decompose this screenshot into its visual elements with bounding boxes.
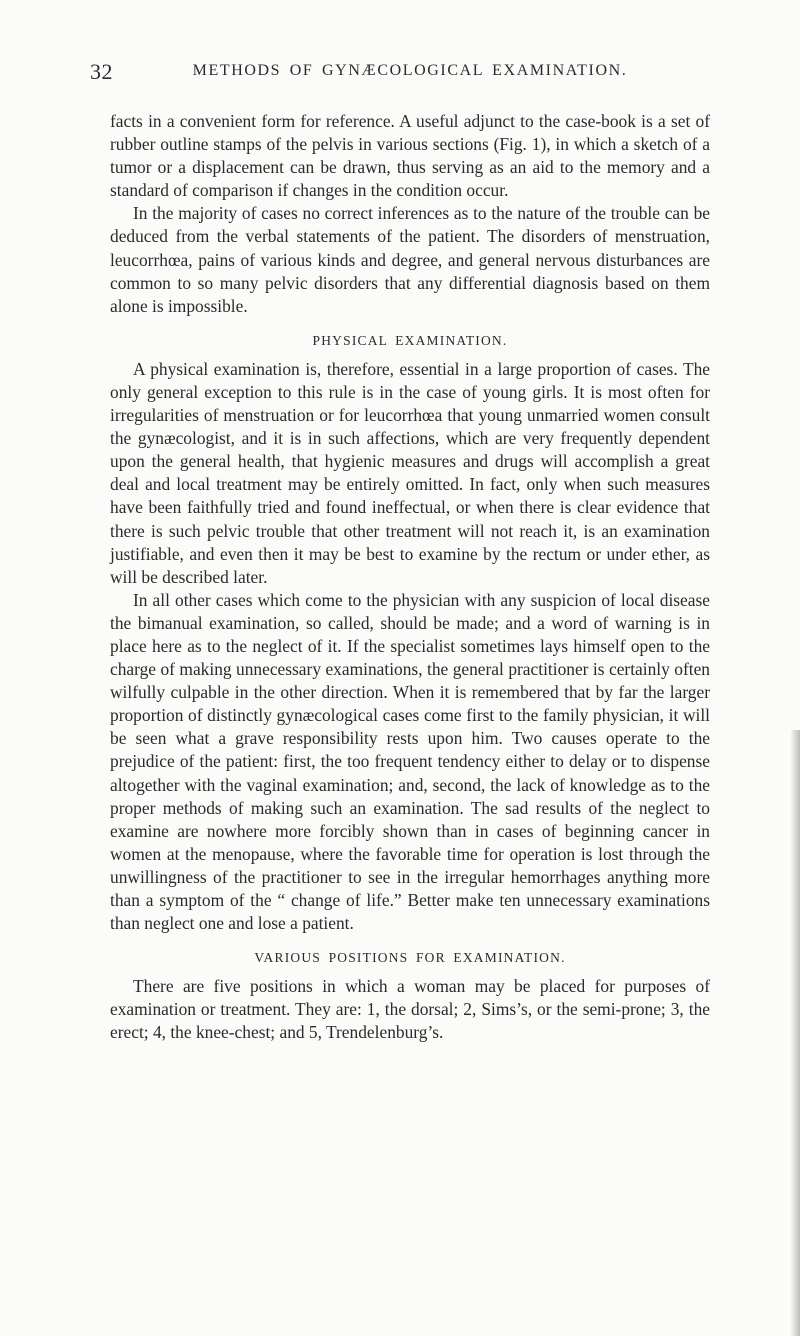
paragraph-bimanual-examination: In all other cases which come to the physician with any suspicion of local disease the bimanual examination, so called, should be made; and a word of warning is in place here as to the neglect of it. If the specialist sometimes lays himself open to the charge of making unnecessary examinations, the general practitioner is certainly often wilfully culpable in the other direction. When it is remembered that by far the larger proportion of distinctly gynæcological cases come first to the family physician, it will be seen what a grave responsibility rests upon him. Two causes operate to the prejudice of the patient: first, the too frequent tendency either to delay or to dispense altogether with the vaginal examination; and, second, the lack of knowledge as to the proper methods of making such an examination. The sad results of the neglect to examine are nowhere more forcibly shown than in cases of beginning cancer in women at the menopause, where the favorable time for operation is lost through the unwillingness of the practitioner to see in the irregular hemorrhages anything more than a symptom of the “ change of life.” Better make ten unnecessary examinations than neglect one and lose a patient. [110,589,710,934]
section-heading-positions: VARIOUS POSITIONS FOR EXAMINATION. [254,950,566,966]
paragraph-case-book: facts in a convenient form for reference. A useful adjunct to the case-book is a set of rubber outline stamps of the pelvis in various sections (Fig. 1), in which a sketch of a tumor or a displacement can be drawn, thus serving as an aid to the memory and a standard of comparison if changes in the condition occur. [110,111,710,201]
section-heading-physical-examination: PHYSICAL EXAMINATION. [312,332,508,348]
page-body [110,110,710,1044]
page-number: 32 [90,59,113,84]
paragraph-five-positions: There are five positions in which a woman may be placed for purposes of examination or treatment. They are: 1, the dorsal; 2, Sims’s, or the semi-prone; 3, the erect; 4, the knee-chest; and 5, Trendelenburg’s. [110,976,710,1043]
paragraph-physical-examination: A physical examination is, therefore, essential in a large proportion of cases. The only general exception to this rule is in the case of young girls. It is most often for irregularities of menstruation or for leucorrhœa that young unmarried women consult the gynæcologist, and it is in such affections, which are very frequently dependent upon the general health, that hygienic measures and drugs will accomplish a great deal and local treatment may be entirely omitted. In fact, only when such measures have been faithfully tried and found ineffectual, or when there is clear evidence that there is such pelvic trouble that other treatment will not reach it, is an examination justifiable, and even then it may be best to examine by the rectum or under ether, as will be described later. [110,358,710,587]
page-edge-shadow [790,730,800,1336]
paragraph-verbal-statements: In the majority of cases no correct inferences as to the nature of the trouble can be deduced from the verbal statements of the patient. The disorders of menstruation, leucorrhœa, pains of various kinds and degree, and general nervous disturbances are common to so many pelvic disorders that any differential diagnosis based on them alone is impossible. [110,203,710,316]
running-head: METHODS OF GYNÆCOLOGICAL EXAMINATION. [192,62,628,79]
page-header [90,60,730,84]
